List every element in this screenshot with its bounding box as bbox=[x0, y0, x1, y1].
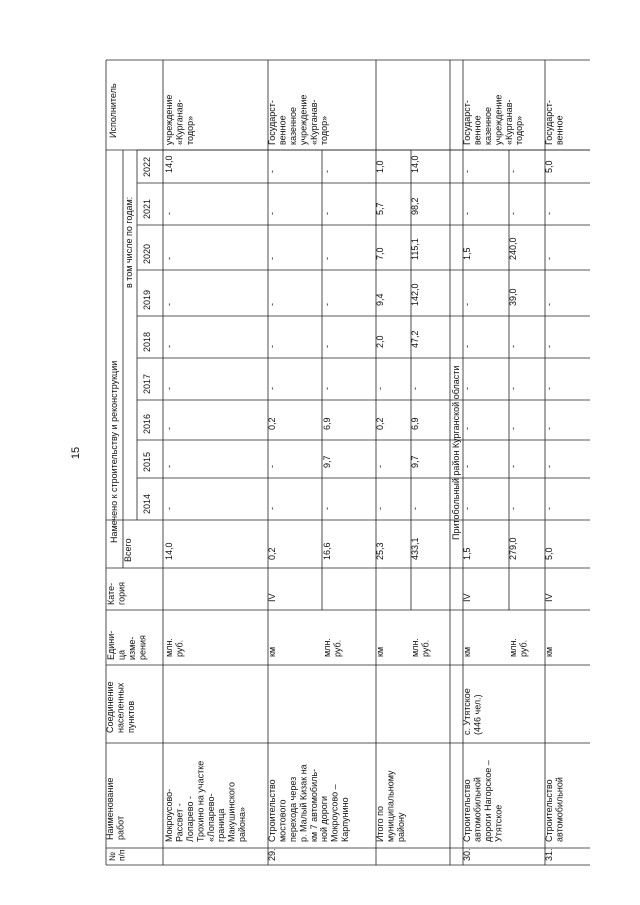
year-value: - bbox=[267, 465, 277, 468]
header-unit: рения bbox=[137, 635, 148, 660]
year-value: - bbox=[267, 387, 277, 390]
executor: Государст- bbox=[544, 100, 554, 145]
year-value: - bbox=[267, 257, 277, 260]
unit: млн. bbox=[508, 638, 518, 657]
header-executor: Исполнитель bbox=[108, 83, 118, 138]
total-value: 25,3 bbox=[375, 542, 385, 560]
work-name: району bbox=[395, 812, 406, 842]
executor: «Курганав- bbox=[503, 99, 514, 145]
unit: млн. bbox=[164, 638, 174, 657]
unit: км bbox=[462, 646, 472, 657]
work-name: «Лопарево- bbox=[205, 793, 216, 842]
work-name: км 7 автомобиль- bbox=[308, 768, 319, 842]
unit: млн. bbox=[410, 638, 420, 657]
year-value: 7,0 bbox=[375, 247, 385, 260]
year-value: - bbox=[164, 303, 174, 306]
work-name: дороги Нагорское – bbox=[482, 760, 493, 842]
work-name: Лопарево - bbox=[184, 796, 195, 842]
work-name: Карпунино bbox=[340, 797, 351, 842]
year-value: - bbox=[544, 212, 554, 215]
year-value: - bbox=[544, 303, 554, 306]
year-value: - bbox=[164, 507, 174, 510]
header-year: 2016 bbox=[142, 413, 152, 434]
work-name: Строительство bbox=[462, 779, 472, 842]
year-value: - bbox=[410, 387, 420, 390]
executor: «Курганав- bbox=[308, 99, 319, 145]
executor: учреждение bbox=[298, 94, 309, 145]
work-name: граница bbox=[216, 808, 227, 842]
work-name: Строительство bbox=[267, 779, 277, 842]
header-connection: населенных bbox=[115, 682, 126, 733]
year-value: - bbox=[544, 387, 554, 390]
year-value: - bbox=[508, 170, 518, 173]
year-value: - bbox=[544, 465, 554, 468]
year-value: - bbox=[322, 212, 332, 215]
table-text bbox=[105, 83, 564, 861]
header-name: Наименование bbox=[105, 777, 115, 840]
year-value: - bbox=[267, 507, 277, 510]
row-number: 29. bbox=[267, 848, 277, 861]
year-value: - bbox=[375, 465, 385, 468]
year-value: 9,7 bbox=[322, 455, 332, 468]
header-unit: ца bbox=[116, 649, 127, 660]
year-value: - bbox=[462, 170, 472, 173]
work-name: Мокроусово- bbox=[164, 788, 174, 842]
work-name: автомобильной bbox=[554, 777, 565, 842]
header-num: № bbox=[107, 852, 117, 861]
year-value: - bbox=[462, 212, 472, 215]
year-value: 240,0 bbox=[508, 237, 518, 260]
total-value: 279,0 bbox=[508, 537, 518, 560]
year-value: - bbox=[164, 212, 174, 215]
header-year: 2018 bbox=[142, 331, 152, 352]
year-value: - bbox=[462, 345, 472, 348]
year-value: - bbox=[267, 212, 277, 215]
executor: «Курганав- bbox=[174, 99, 185, 145]
header-year: 2015 bbox=[142, 451, 152, 472]
year-value: - bbox=[375, 387, 385, 390]
year-value: - bbox=[375, 507, 385, 510]
year-value: 2,0 bbox=[375, 335, 385, 348]
executor: венное bbox=[277, 115, 288, 145]
section-title: Притобольный район Курганской области bbox=[451, 365, 461, 540]
total-value: 16,6 bbox=[322, 542, 332, 560]
year-value: - bbox=[508, 507, 518, 510]
year-value: - bbox=[267, 345, 277, 348]
year-value: - bbox=[164, 257, 174, 260]
executor: тодор» bbox=[514, 115, 525, 145]
header-year: 2021 bbox=[142, 198, 152, 219]
executor: учреждение bbox=[493, 94, 504, 145]
year-value: 142,0 bbox=[410, 283, 420, 306]
header-unit: изме- bbox=[126, 636, 137, 660]
header-by-years: в том числе по годам: bbox=[124, 196, 134, 288]
work-name: Макушинского bbox=[226, 782, 237, 842]
year-value: - bbox=[544, 345, 554, 348]
year-value: - bbox=[462, 465, 472, 468]
work-name: Строительство bbox=[544, 779, 554, 842]
executor: учреждение bbox=[164, 94, 174, 145]
year-value: 9,4 bbox=[375, 293, 385, 306]
year-value: - bbox=[462, 507, 472, 510]
executor: венное bbox=[554, 115, 565, 145]
unit: руб. bbox=[518, 639, 529, 657]
year-value: - bbox=[267, 303, 277, 306]
category: IV bbox=[462, 593, 472, 602]
year-value: - bbox=[462, 427, 472, 430]
year-value: - bbox=[544, 257, 554, 260]
executor: казенное bbox=[287, 106, 298, 145]
year-value: 14,0 bbox=[410, 155, 420, 173]
year-value: - bbox=[410, 507, 420, 510]
year-value: - bbox=[508, 427, 518, 430]
row-number: 31. bbox=[544, 848, 554, 861]
year-value: 0,2 bbox=[375, 417, 385, 430]
year-value: 5,7 bbox=[375, 202, 385, 215]
year-value: - bbox=[508, 345, 518, 348]
header-connection: пунктов bbox=[125, 700, 136, 733]
year-value: 5,0 bbox=[544, 160, 554, 173]
settlement: с. Утятское bbox=[462, 688, 472, 735]
work-name: перехода через bbox=[287, 776, 298, 842]
year-value: - bbox=[462, 303, 472, 306]
year-value: 47,2 bbox=[410, 330, 420, 348]
unit: км bbox=[544, 646, 554, 657]
year-value: 39,0 bbox=[508, 288, 518, 306]
year-value: - bbox=[322, 345, 332, 348]
executor: венное bbox=[472, 115, 483, 145]
header-category: Кате- bbox=[106, 582, 116, 605]
year-value: - bbox=[322, 303, 332, 306]
work-name: Итого по bbox=[375, 806, 385, 842]
year-value: - bbox=[544, 507, 554, 510]
work-name: Мокроусово – bbox=[329, 784, 340, 842]
settlement: (446 чел.) bbox=[472, 694, 483, 735]
header-year: 2017 bbox=[142, 373, 152, 394]
year-value: 98,2 bbox=[410, 197, 420, 215]
total-value: 5,0 bbox=[544, 547, 554, 560]
year-value: 1,5 bbox=[462, 247, 472, 260]
year-value: 0,2 bbox=[267, 417, 277, 430]
year-value: 9,7 bbox=[410, 455, 420, 468]
executor: Государст- bbox=[267, 100, 277, 145]
work-name: Трохино на участке bbox=[195, 760, 206, 842]
work-name: ной дороги bbox=[319, 795, 330, 842]
year-value: 6,9 bbox=[322, 417, 332, 430]
year-value: - bbox=[164, 387, 174, 390]
total-value: 433,1 bbox=[410, 537, 420, 560]
work-name: Утятское bbox=[493, 804, 504, 842]
header-year: 2014 bbox=[142, 493, 152, 514]
work-name: мостового bbox=[277, 799, 288, 842]
year-value: - bbox=[508, 212, 518, 215]
header-year: 2020 bbox=[142, 243, 152, 264]
executor: Государст- bbox=[462, 100, 472, 145]
year-value: - bbox=[164, 345, 174, 348]
total-value: 14,0 bbox=[164, 542, 174, 560]
header-year: 2019 bbox=[142, 289, 152, 310]
header-num: п/п bbox=[116, 849, 127, 861]
year-value: 1,0 bbox=[375, 160, 385, 173]
work-name: района» bbox=[237, 806, 248, 842]
unit: руб. bbox=[420, 639, 431, 657]
work-name: Рассвет - bbox=[174, 803, 185, 842]
year-value: - bbox=[322, 170, 332, 173]
year-value: - bbox=[322, 387, 332, 390]
total-value: 1,5 bbox=[462, 547, 472, 560]
header-planned: Намечено к строительству и реконструкции bbox=[109, 360, 119, 543]
work-name: р. Малый Кизак на bbox=[298, 764, 309, 842]
row-number: 30. bbox=[462, 848, 472, 861]
table-grid bbox=[106, 60, 590, 865]
header-name: работ bbox=[115, 815, 126, 840]
executor: тодор» bbox=[319, 115, 330, 145]
year-value: - bbox=[267, 170, 277, 173]
year-value: 6,9 bbox=[410, 417, 420, 430]
unit: руб. bbox=[174, 639, 185, 657]
year-value: - bbox=[508, 387, 518, 390]
category: IV bbox=[267, 593, 277, 602]
header-unit: Едини- bbox=[106, 630, 116, 660]
year-value: - bbox=[462, 387, 472, 390]
header-total: Всего bbox=[123, 538, 133, 562]
category: IV bbox=[544, 593, 554, 602]
year-value: - bbox=[544, 427, 554, 430]
header-category: гория bbox=[116, 582, 127, 605]
year-value: - bbox=[164, 427, 174, 430]
executor: тодор» bbox=[184, 115, 195, 145]
executor: казенное bbox=[482, 106, 493, 145]
work-name: муниципальному bbox=[385, 770, 396, 842]
year-value: - bbox=[322, 507, 332, 510]
unit: км bbox=[267, 646, 277, 657]
page-number: 15 bbox=[70, 446, 83, 460]
unit: км bbox=[375, 646, 385, 657]
header-year: 2022 bbox=[142, 156, 152, 177]
unit: млн. bbox=[322, 638, 332, 657]
work-name: автомобильной bbox=[472, 777, 483, 842]
year-value: - bbox=[508, 465, 518, 468]
unit: руб. bbox=[332, 639, 343, 657]
header-connection: Соединение bbox=[105, 681, 115, 733]
year-value: - bbox=[322, 257, 332, 260]
year-value: - bbox=[164, 465, 174, 468]
year-value: 14,0 bbox=[164, 155, 174, 173]
year-value: 115,1 bbox=[410, 238, 420, 260]
total-value: 0,2 bbox=[267, 547, 277, 560]
